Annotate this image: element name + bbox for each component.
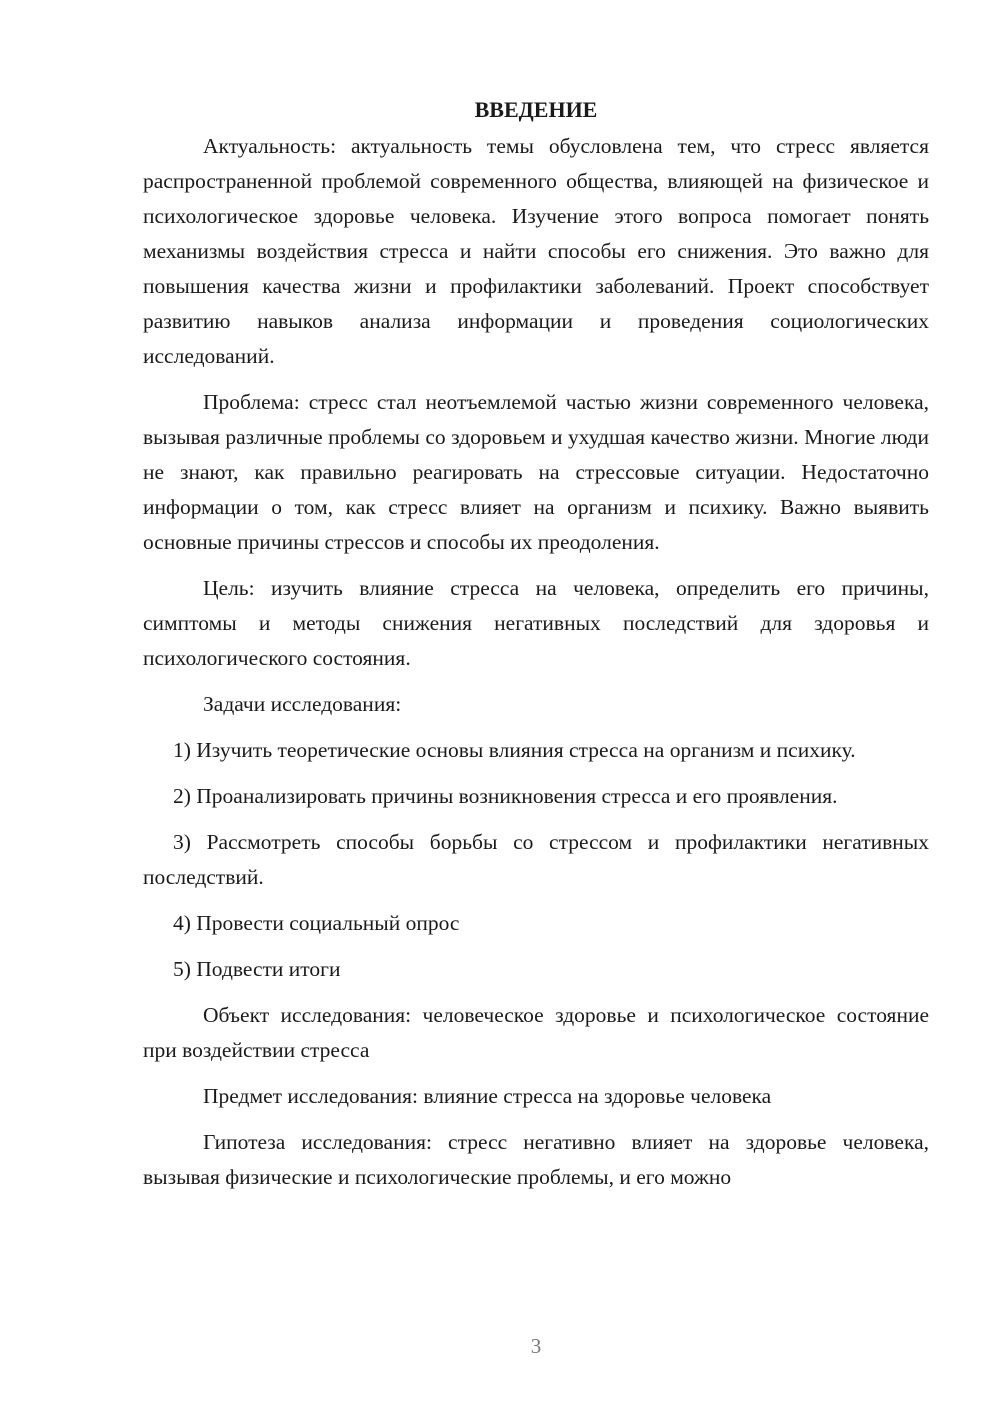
task-item-1: 1) Изучить теоретические основы влияния стресса на организм и психику. bbox=[173, 738, 856, 762]
page-number: 3 bbox=[530, 1334, 542, 1358]
task-item-3: 3) Рассмотреть способы борьбы со стрессом и профилактики негативных последствий. bbox=[143, 830, 929, 889]
task-item-2: 2) Проанализировать причины возникновения стресса и его проявления. bbox=[173, 784, 838, 808]
hypothesis-paragraph: Гипотеза исследования: стресс негативно влияет на здоровье человека, вызывая физические и психологические проблемы, и его можно bbox=[143, 1130, 929, 1189]
document-page bbox=[143, 92, 929, 1206]
task-item-5: 5) Подвести итоги bbox=[173, 957, 341, 981]
problem-paragraph: Проблема: стресс стал неотъемлемой частью жизни современного человека, вызывая различные проблемы со здоровьем и ухудшая качество жизни. Многие люди не знают, как правильно реагировать на стрессовые ситуации. Недостаточно информации о том, как стресс влияет на организм и психику. Важно выявить основные причины стрессов и способы их преодоления. bbox=[143, 390, 929, 554]
subject-paragraph: Предмет исследования: влияние стресса на здоровье человека bbox=[203, 1084, 772, 1108]
task-item-4: 4) Провести социальный опрос bbox=[173, 911, 460, 935]
tasks-heading: Задачи исследования: bbox=[203, 692, 402, 716]
goal-paragraph: Цель: изучить влияние стресса на человека, определить его причины, симптомы и методы снижения негативных последствий для здоровья и психологического состояния. bbox=[143, 576, 929, 670]
page-title: ВВЕДЕНИЕ bbox=[474, 97, 598, 122]
relevance-paragraph: Актуальность: актуальность темы обусловлена тем, что стресс является распространенной проблемой современного общества, влияющей на физическое и психологическое здоровье человека. Изучение этого вопроса помогает понять механизмы воздействия стресса и найти способы его снижения. Это важно для повышения качества жизни и профилактики заболеваний. Проект способствует развитию навыков анализа информации и проведения социологических исследований. bbox=[143, 134, 929, 368]
object-paragraph: Объект исследования: человеческое здоровье и психологическое состояние при воздействии стресса bbox=[143, 1003, 929, 1062]
